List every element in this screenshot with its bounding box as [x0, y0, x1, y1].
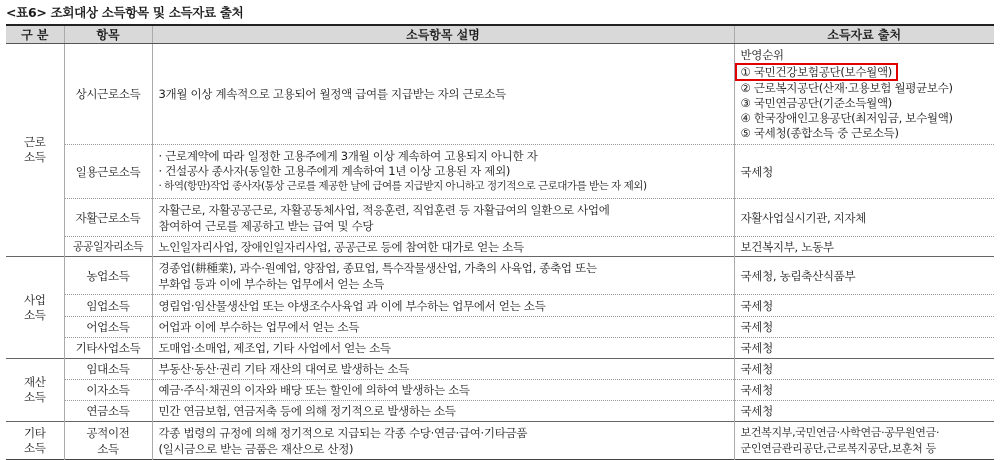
source-priority-list: 반영순위 ① 국민건강보험공단(보수월액) ② 근로복지공단(산재·고용보험 월평균보수) ③ 국민연금공단(기준소득월액) ④ 한국장애인고용공단(최저임금, 보수월액) ⑤ 국세청(종합소득 중 근로소득): [734, 44, 994, 145]
item-label: 공적이전 소득: [64, 422, 152, 460]
source-cell: 국세청: [734, 380, 994, 401]
item-label: 임대소득: [64, 359, 152, 380]
item-description: 각종 법령의 규정에 의해 정기적으로 지급되는 각종 수당·연금·급여·기타금품 (일시금으로 받는 금품은 재산으로 산정): [152, 422, 734, 460]
table-title: <표6> 조회대상 소득항목 및 소득자료 출처: [6, 5, 244, 20]
item-label: 연금소득: [64, 401, 152, 422]
item-description: 노인일자리사업, 장애인일자리사업, 공공근로 등에 참여한 대가로 얻는 소득: [152, 237, 734, 257]
category-other: 기타 소득: [6, 422, 64, 460]
income-source-table: [6, 24, 994, 460]
item-label: 자활근로소득: [64, 199, 152, 237]
item-description: 민간 연금보험, 연금저축 등에 의해 정기적으로 발생하는 소득: [152, 401, 734, 422]
item-description: 자활근로, 자활공공근로, 자활공동체사업, 적응훈련, 직업훈련 등 자활급여의 일환으로 사업에 참여하여 근로를 제공하고 받는 급여 및 수당: [152, 199, 734, 237]
category-property: 재산 소득: [6, 359, 64, 422]
source-cell: 국세청: [734, 401, 994, 422]
item-label: 농업소득: [64, 257, 152, 295]
item-label: 공공일자리소득: [64, 237, 152, 257]
source-cell: 보건복지부,국민연금·사학연금·공무원연금· 군인연금관리공단,근로복지공단,보훈처 등: [734, 422, 994, 460]
item-label: 이자소득: [64, 380, 152, 401]
header-source: 소득자료 출처: [734, 25, 994, 44]
priority-heading: 반영순위: [740, 47, 784, 62]
item-description: 도매업·소매업, 제조업, 기타 사업에서 얻는 소득: [152, 338, 734, 359]
item-description: 예금·주식·채권의 이자와 배당 또는 할인에 의하여 발생하는 소득: [152, 380, 734, 401]
source-cell: 국세청: [734, 338, 994, 359]
item-label: 상시근로소득: [64, 44, 152, 145]
item-description: 3개월 이상 계속적으로 고용되어 월정액 급여를 지급받는 자의 근로소득: [152, 44, 734, 145]
item-description: · 근로계약에 따라 일정한 고용주에게 3개월 이상 계속하여 고용되지 아니한 자 · 건설공사 종사자(동일한 고용주에게 계속하여 1년 이상 고용된 자 제외) · 하역(항만)작업 종사자(통상 근로를 제공한 날에 급여를 지급받지 아니하고 정기적으로 근로대가를 받는 자 제외): [152, 145, 734, 199]
header-category: 구 분: [6, 25, 64, 44]
category-work: 근로 소득: [6, 44, 64, 257]
category-business: 사업 소득: [6, 257, 64, 359]
header-description: 소득항목 설명: [152, 25, 734, 44]
item-description: 경종업(耕種業), 과수·원예업, 양잠업, 종묘업, 특수작물생산업, 가축의 사육업, 종축업 또는 부화업 등과 이에 부수하는 업무에서 얻는 소득: [152, 257, 734, 295]
source-cell: 보건복지부, 노동부: [734, 237, 994, 257]
item-description: 영림업·임산물생산업 또는 야생조수사육업 과 이에 부수하는 업무에서 얻는 소득: [152, 295, 734, 317]
item-description: 어업과 이에 부수하는 업무에서 얻는 소득: [152, 317, 734, 338]
item-label: 임업소득: [64, 295, 152, 317]
source-cell: 국세청: [734, 295, 994, 317]
source-cell: 국세청: [734, 317, 994, 338]
item-label: 어업소득: [64, 317, 152, 338]
item-label: 일용근로소득: [64, 145, 152, 199]
item-label: 기타사업소득: [64, 338, 152, 359]
item-description: 부동산·동산·권리 기타 재산의 대여로 발생하는 소득: [152, 359, 734, 380]
source-cell: 국세청, 농림축산식품부: [734, 257, 994, 295]
highlighted-source: ① 국민건강보험공단(보수월액): [735, 63, 898, 81]
header-item: 항목: [64, 25, 152, 44]
source-cell: 국세청: [734, 359, 994, 380]
source-cell: 국세청: [734, 145, 994, 199]
source-cell: 자활사업실시기관, 지자체: [734, 199, 994, 237]
